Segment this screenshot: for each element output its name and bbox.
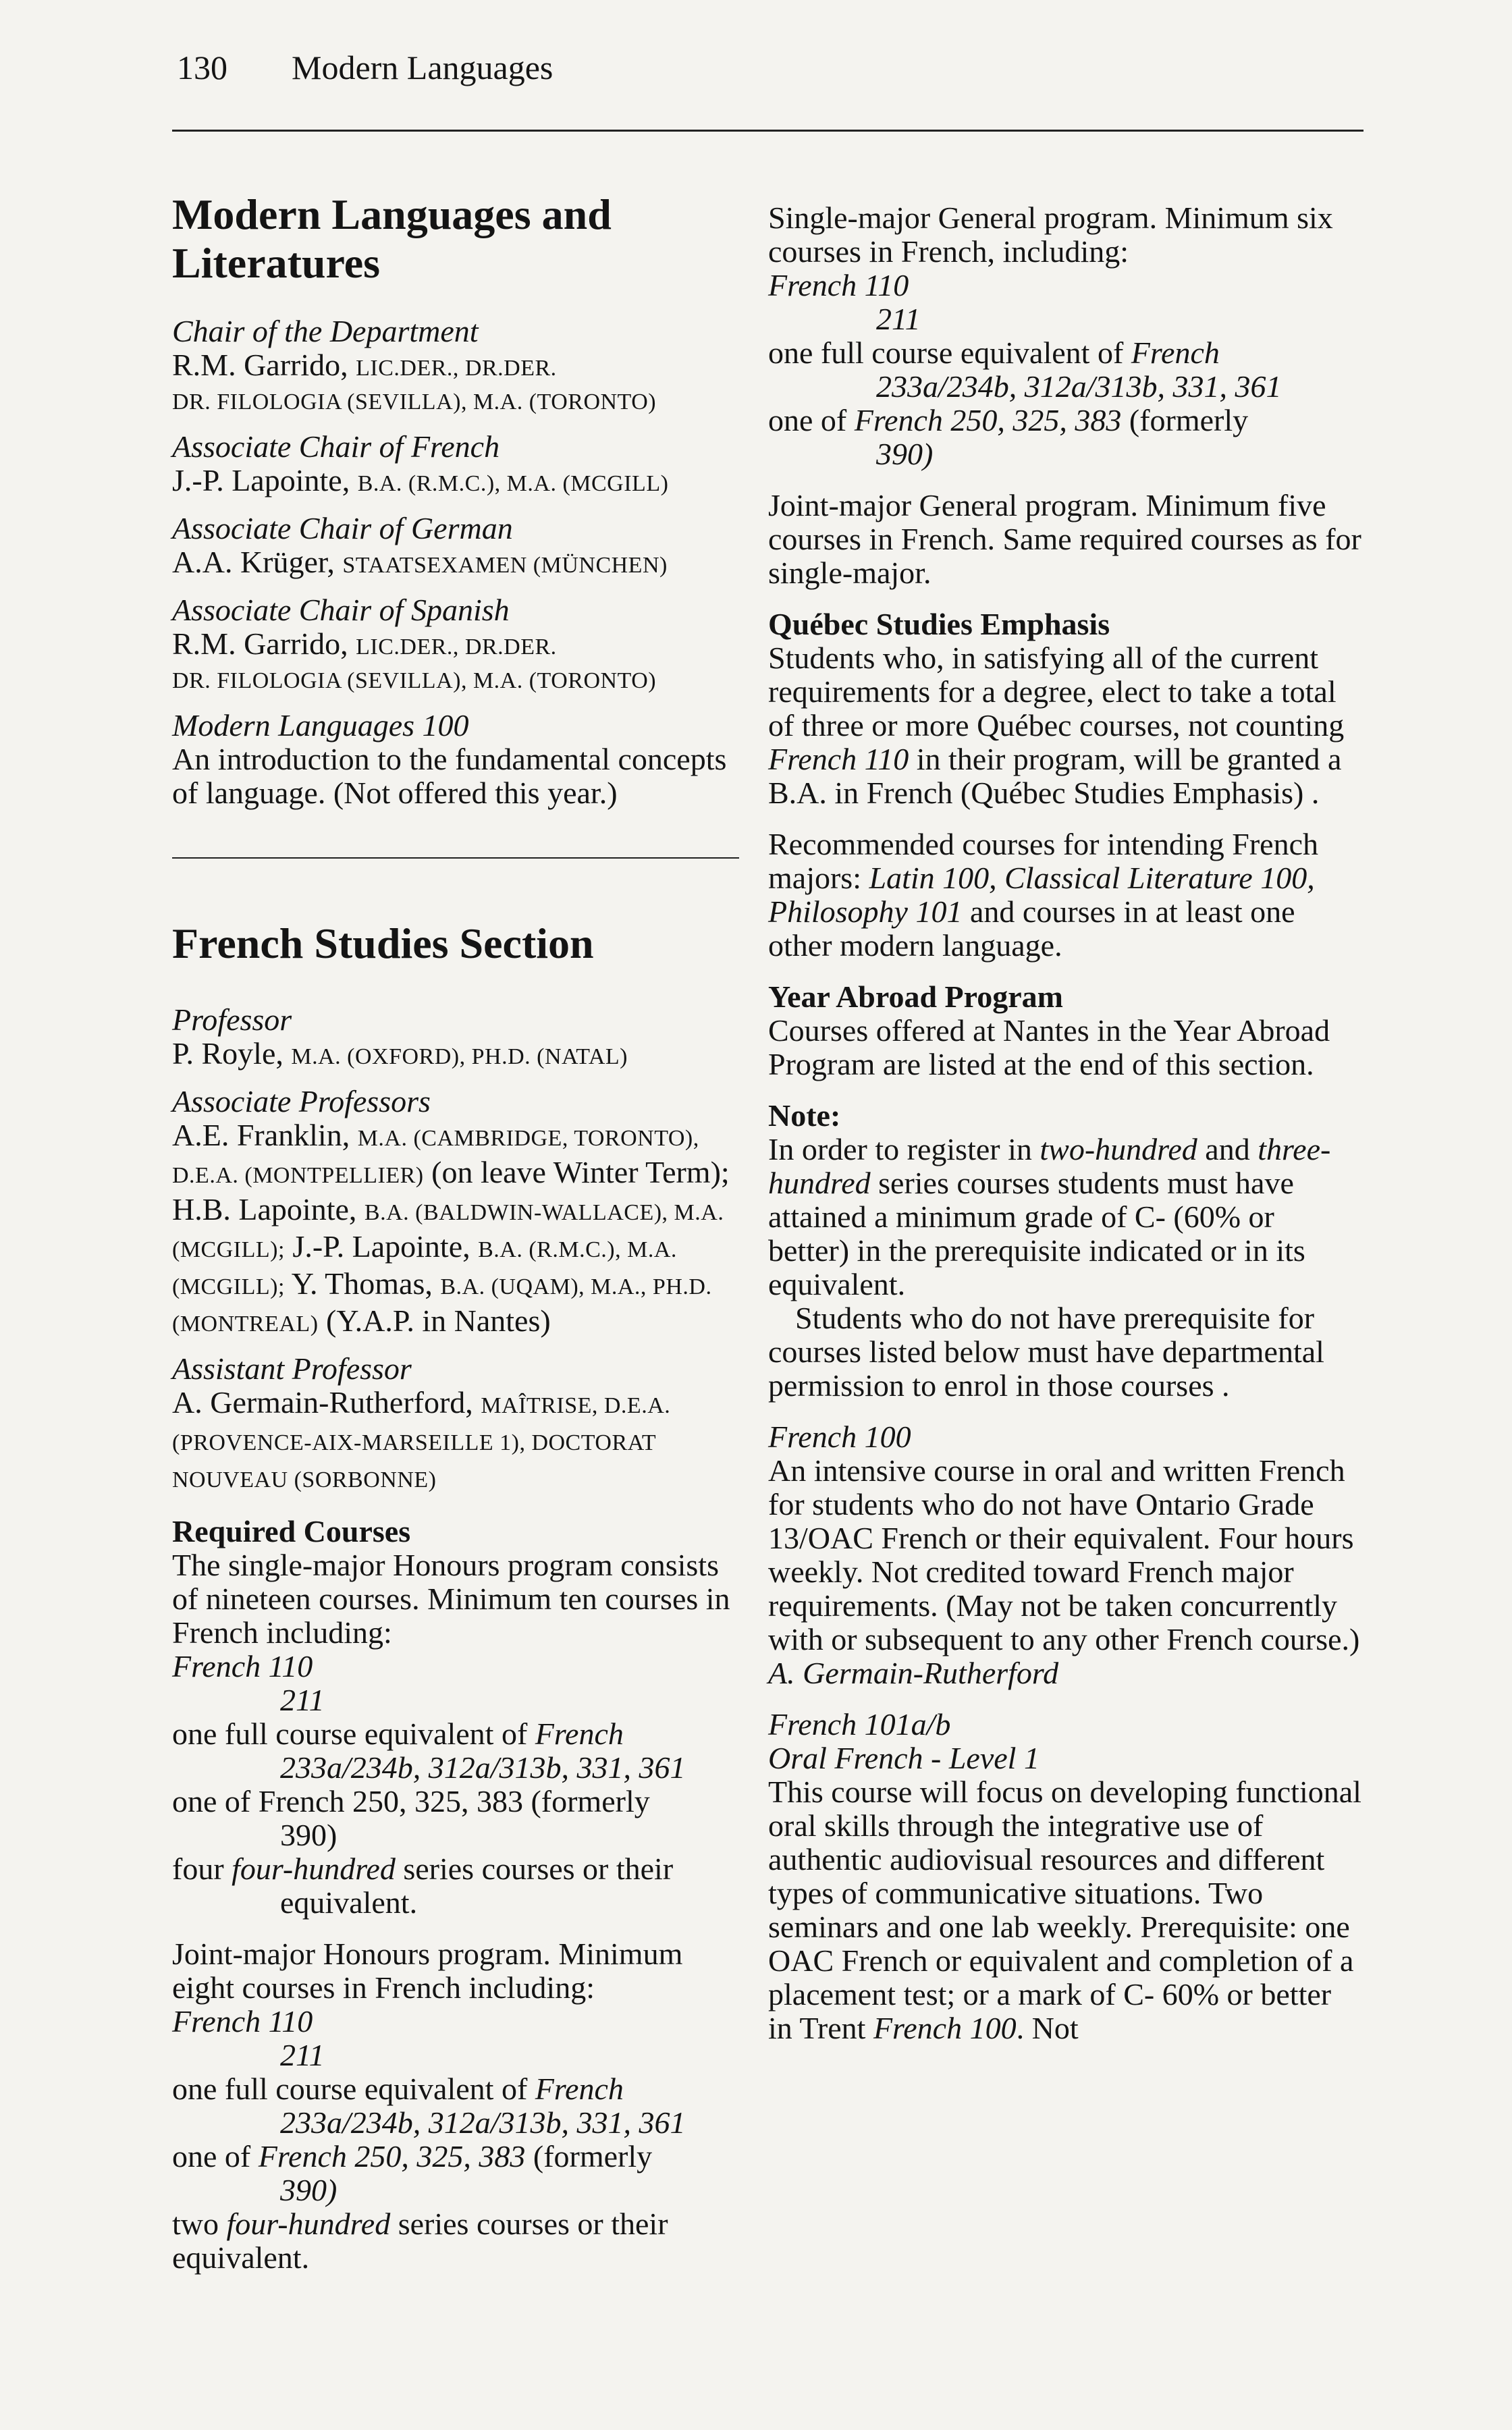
req-text: one of French 250, 325, 383 (formerly [172, 1784, 650, 1818]
req-text: equivalent. [280, 1885, 418, 1920]
running-title: Modern Languages [292, 49, 554, 86]
course-ref: French 100 [873, 2011, 1017, 2045]
quebec-studies-emphasis [768, 608, 1362, 810]
req-text: one full course equivalent of [768, 335, 1131, 370]
leave-note: (on leave Winter Term); H.B. Lapointe, [172, 1155, 730, 1226]
subsection-heading: Note: [768, 1098, 841, 1133]
course-description: An introduction to the fundamental concepts of language. (Not offered this year.) [172, 742, 727, 810]
section-title-modern-languages: Modern Languages and Literatures [172, 190, 612, 287]
credentials: DR. FILOLOGIA (SEVILLA), M.A. (TORONTO) [172, 389, 657, 414]
subsection-heading: Québec Studies Emphasis [768, 607, 1110, 641]
req-emphasis: four-hundred [232, 1852, 396, 1886]
course-ref: 211 [280, 2038, 325, 2072]
section-title-french-studies: French Studies Section [172, 919, 594, 967]
course-title: Modern Languages 100 [172, 708, 469, 742]
assoc-chair-french-entry [172, 430, 746, 501]
professor-entry [172, 1003, 746, 1074]
course-ref: 211 [876, 302, 921, 336]
body-text: in their program, will be granted a B.A. in French (Québec Studies Emphasis) . [768, 742, 1342, 810]
role-label: Associate Chair of French [172, 429, 500, 464]
credentials: MAÎTRISE, D.E.A. (PROVENCE-AIX-MARSEILLE 1), DOCTORAT NOUVEAU (SORBONNE) [172, 1393, 671, 1492]
course-ref: French 110 [768, 742, 909, 776]
req-text: 390) [280, 1818, 338, 1852]
section-divider [172, 857, 739, 859]
single-major-general [768, 201, 1362, 471]
course-title: French 100 [768, 1420, 911, 1454]
person-name: Y. Thomas, [291, 1266, 433, 1301]
year-abroad-program [768, 980, 1362, 1081]
credentials: M.A. (OXFORD), PH.D. (NATAL) [291, 1044, 628, 1069]
recommended-courses [768, 828, 1362, 963]
header-rule [172, 130, 1364, 132]
course-list: French 250, 325, 383 [258, 2139, 526, 2174]
req-emphasis: three-hundred [768, 1132, 1331, 1200]
course-ref: French 110 [768, 268, 909, 302]
req-text: one of [172, 2139, 259, 2174]
course-french-100 [768, 1420, 1362, 1690]
note-section [768, 1099, 1362, 1403]
course-description: This course will focus on developing functional oral skills through the integrative use of authentic audiovisual resources and different types of communicative situations. Two seminars and one lab weekly. Prerequisite: one OAC French or equivalent and completion of a placement test; or a mark of C- 60% or better in Trent [768, 1775, 1361, 2045]
page-number: 130 [177, 49, 227, 86]
req-emphasis: two-hundred [1040, 1132, 1197, 1166]
req-text: series courses or their equivalent. [172, 2207, 668, 2275]
person-name: A.A. Krüger, [172, 545, 335, 579]
course-ref: French 110 [172, 2004, 313, 2039]
joint-major-general: Joint-major General program. Minimum five courses in French. Same required courses as for single-major. [768, 488, 1361, 590]
associate-professors-entry [172, 1085, 746, 1341]
credentials: B.A. (UQAM), M.A., PH.D. [440, 1274, 712, 1299]
person-name: P. Royle, [172, 1036, 284, 1071]
req-text: (formerly [1121, 403, 1249, 437]
role-label: Associate Chair of Spanish [172, 593, 510, 627]
course-ref: French [535, 1717, 624, 1751]
assoc-chair-german-entry [172, 512, 746, 583]
person-name: J.-P. Lapointe, [292, 1229, 470, 1264]
req-text: one full course equivalent of [172, 1717, 535, 1751]
person-name: J.-P. Lapointe, [172, 463, 350, 497]
assoc-chair-spanish-entry [172, 593, 746, 698]
body-text: Recommended courses for intending French majors: [768, 827, 1318, 895]
credentials: LIC.DER., DR.DER. [356, 634, 557, 659]
body-text: and [1197, 1132, 1258, 1166]
course-description: An intensive course in oral and written French for students who do not have Ontario Grade 13/OAC French or their equivalent. Four hours weekly. Not credited toward French major requirements. (May not be taken concurrently with or subsequent to any other French course.) [768, 1453, 1360, 1656]
yap-note: (Y.A.P. in Nantes) [326, 1303, 551, 1338]
req-text: one full course equivalent of [172, 2072, 535, 2106]
role-label: Associate Chair of German [172, 511, 513, 545]
course-list: 233a/234b, 312a/313b, 331, 361 [280, 2105, 686, 2140]
program-intro: The single-major Honours program consists of nineteen courses. Minimum ten courses in French including: [172, 1548, 730, 1650]
role-label: Chair of the Department [172, 314, 479, 348]
req-text: one of [768, 403, 855, 437]
req-text: four [172, 1852, 232, 1886]
course-french-101 [768, 1708, 1362, 2045]
course-list: French 250, 325, 383 [854, 403, 1122, 437]
course-subtitle: Oral French - Level 1 [768, 1741, 1040, 1775]
required-courses [172, 1515, 746, 1920]
program-intro: Joint-major Honours program. Minimum eight courses in French including: [172, 1937, 683, 2005]
credentials: DR. FILOLOGIA (SEVILLA), M.A. (TORONTO) [172, 668, 657, 693]
credentials: B.A. (BALDWIN-WALLACE), M.A. (MCGILL); [172, 1200, 724, 1262]
person-name: R.M. Garrido, [172, 348, 348, 382]
body-text: Students who do not have prerequisite for courses listed below must have departmental permission to enrol in those courses . [768, 1301, 1324, 1403]
body-text: Courses offered at Nantes in the Year Abroad Program are listed at the end of this section. [768, 1013, 1330, 1081]
course-modern-languages-100 [172, 709, 746, 810]
body-text: series courses students must have attained a minimum grade of C- (60% or better) in the prerequisite indicated or in its equivalent. [768, 1166, 1305, 1301]
body-text: Students who, in satisfying all of the current requirements for a degree, elect to take a total of three or more Québec courses, not counting [768, 641, 1345, 742]
left-column [172, 190, 746, 2275]
req-text: 390) [876, 437, 934, 471]
req-text: series courses or their [395, 1852, 674, 1886]
body-text: In order to register in [768, 1132, 1040, 1166]
subsection-heading: Required Courses [172, 1514, 411, 1548]
right-column [768, 201, 1362, 2045]
course-list: 233a/234b, 312a/313b, 331, 361 [280, 1750, 686, 1785]
role-label: Professor [172, 1002, 292, 1037]
course-ref: 211 [280, 1683, 325, 1717]
page-header [177, 40, 553, 94]
course-instructor: A. Germain-Rutherford [768, 1656, 1059, 1690]
course-list: 233a/234b, 312a/313b, 331, 361 [876, 369, 1282, 404]
course-description: . Not [1016, 2011, 1079, 2045]
credentials: B.A. (R.M.C.), M.A. (MCGILL) [357, 471, 669, 496]
course-ref: French [535, 2072, 624, 2106]
credentials: (MONTREAL) [172, 1312, 319, 1336]
course-title: French 101a/b [768, 1707, 951, 1742]
req-text: 390) [280, 2173, 338, 2207]
chair-entry [172, 315, 746, 419]
course-ref: French [1131, 335, 1220, 370]
person-name: R.M. Garrido, [172, 626, 348, 661]
program-intro: Single-major General program. Minimum six courses in French, including: [768, 200, 1333, 269]
role-label: Associate Professors [172, 1084, 431, 1118]
body-text: and courses in at least one other modern language. [768, 894, 1295, 963]
credentials: LIC.DER., DR.DER. [356, 356, 557, 381]
credentials: M.A. (CAMBRIDGE, TORONTO), D.E.A. (MONTPELLIER) [172, 1126, 699, 1188]
req-emphasis: four-hundred [226, 2207, 391, 2241]
subsection-heading: Year Abroad Program [768, 979, 1063, 1014]
req-text: two [172, 2207, 227, 2241]
person-name: A. Germain-Rutherford, [172, 1385, 473, 1420]
credentials: STAATSEXAMEN (MÜNCHEN) [342, 553, 668, 578]
course-ref: French 110 [172, 1649, 313, 1683]
joint-major-honours [172, 1937, 746, 2275]
req-text: (formerly [525, 2139, 653, 2174]
course-list: Latin 100, Classical Literature 100, Philosophy 101 [768, 861, 1315, 929]
role-label: Assistant Professor [172, 1351, 412, 1386]
person-name: A.E. Franklin, [172, 1118, 350, 1152]
credentials: B.A. (R.M.C.), M.A. (MCGILL); [172, 1237, 677, 1299]
assistant-professor-entry [172, 1352, 746, 1497]
